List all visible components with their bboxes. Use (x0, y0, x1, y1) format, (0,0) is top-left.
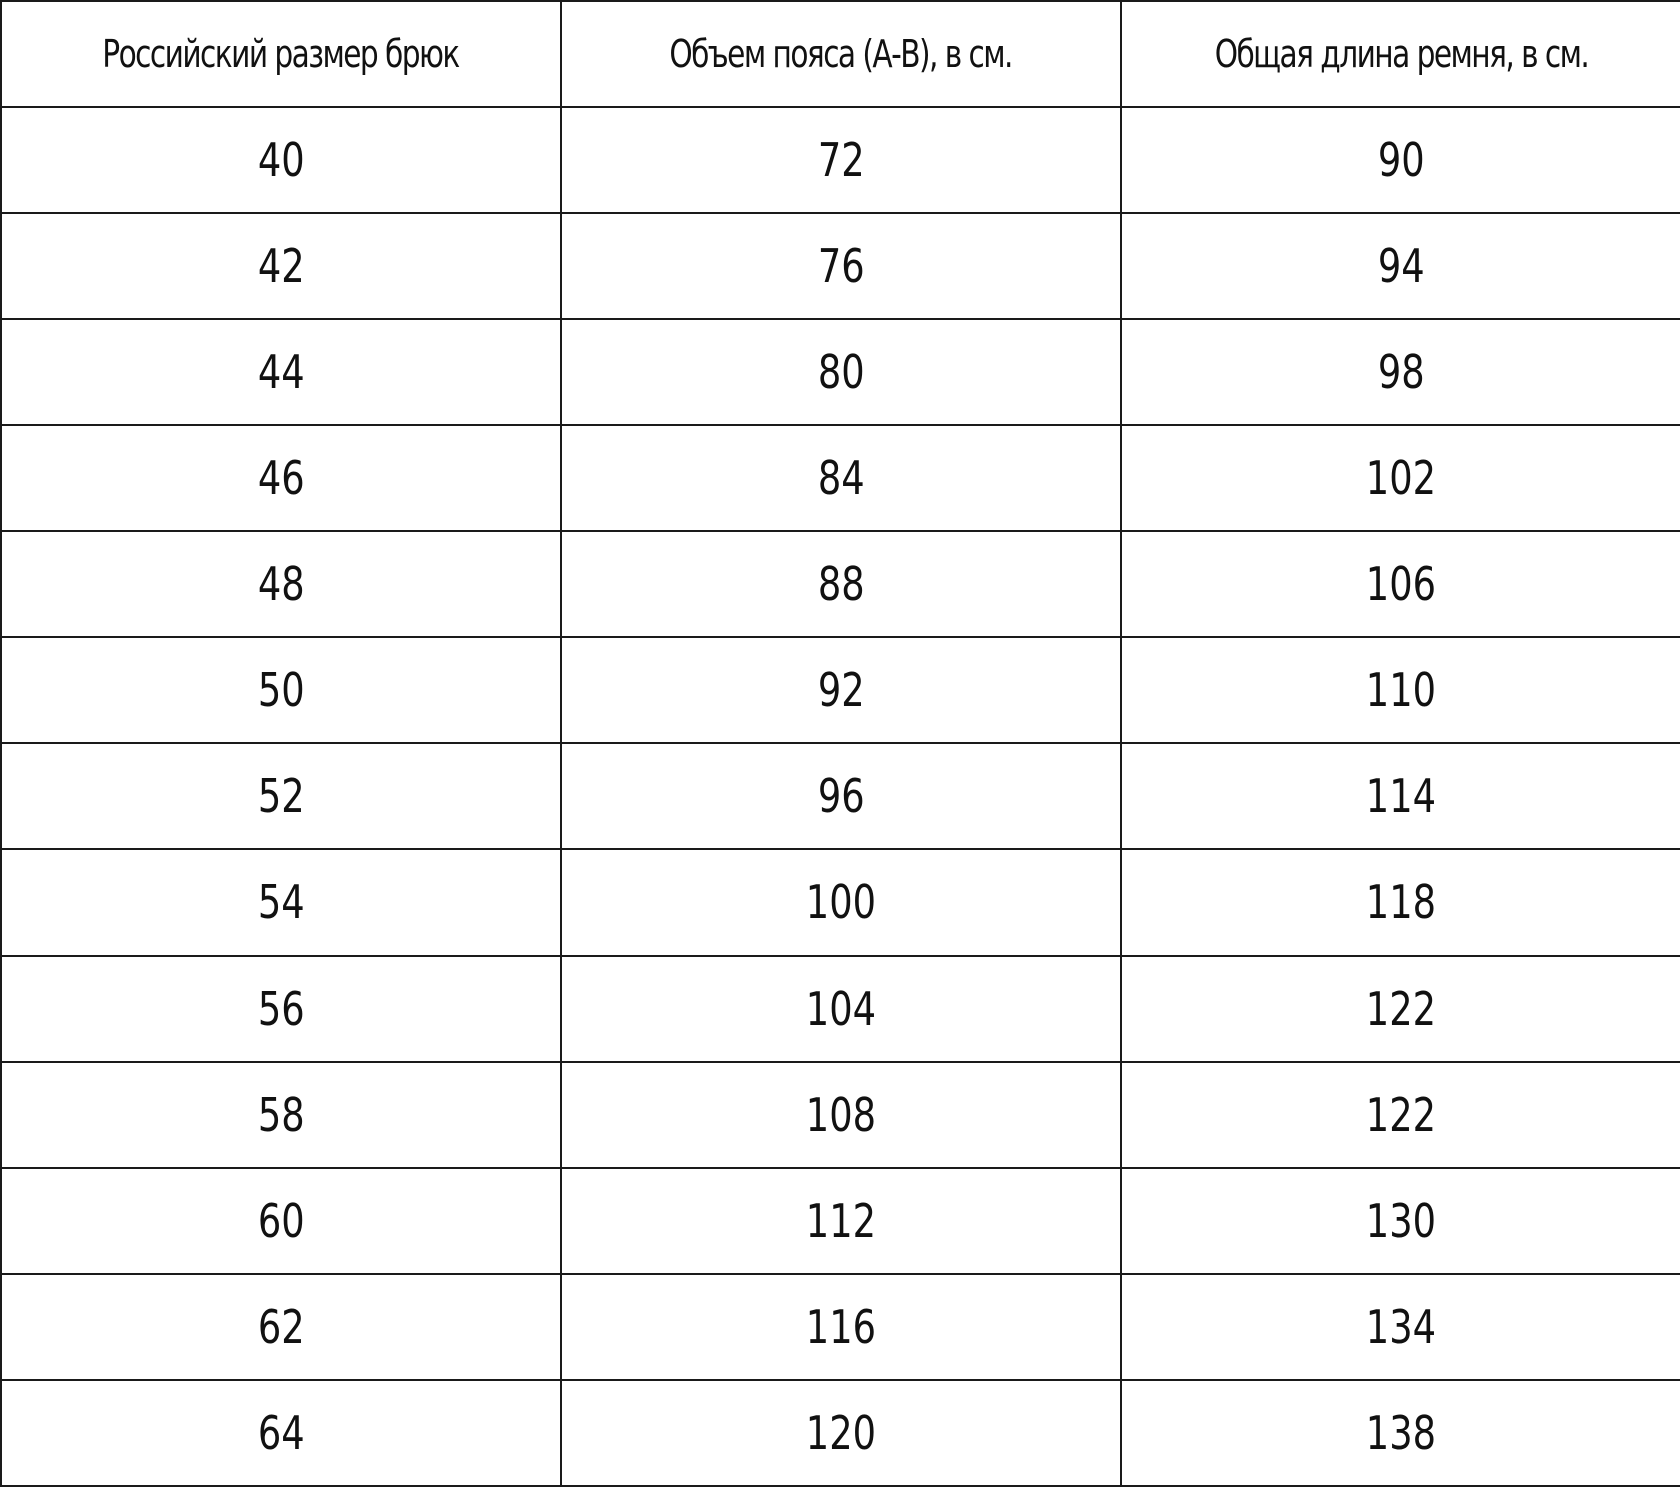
table-cell (1121, 849, 1680, 955)
table-row (1, 1168, 1680, 1274)
table-cell (1121, 425, 1680, 531)
table-row (1, 425, 1680, 531)
table-row (1, 849, 1680, 955)
cell-value: 122 (1365, 1087, 1437, 1142)
table-cell (1, 425, 561, 531)
table-cell (1121, 1168, 1680, 1274)
cell-value: 138 (1365, 1405, 1437, 1460)
table-cell (561, 637, 1121, 743)
table-row (1, 637, 1680, 743)
cell-value: 72 (817, 133, 865, 188)
cell-value: 54 (257, 875, 305, 930)
cell-value: 48 (257, 557, 305, 612)
cell-value: 80 (817, 345, 865, 400)
cell-value: 108 (805, 1087, 877, 1142)
cell-value: 60 (257, 1193, 305, 1248)
table-cell (1121, 1380, 1680, 1486)
table-cell (1, 849, 561, 955)
table-cell (1, 107, 561, 213)
table-cell (1121, 319, 1680, 425)
cell-value: 56 (257, 981, 305, 1036)
table-cell (561, 425, 1121, 531)
cell-value: 52 (257, 769, 305, 824)
table-cell (561, 1274, 1121, 1380)
table-cell (561, 319, 1121, 425)
cell-value: 46 (257, 451, 305, 506)
table-row (1, 107, 1680, 213)
table-cell (561, 1062, 1121, 1168)
table-cell (1, 319, 561, 425)
table-cell (561, 743, 1121, 849)
table-row (1, 319, 1680, 425)
table-cell (561, 1380, 1121, 1486)
table-cell (561, 1168, 1121, 1274)
cell-value: 62 (257, 1299, 305, 1354)
header-text: Общая длина ремня, в см. (1214, 32, 1588, 76)
table-cell (561, 849, 1121, 955)
table-row (1, 1062, 1680, 1168)
table-cell (1121, 107, 1680, 213)
table-cell (561, 531, 1121, 637)
cell-value: 102 (1365, 451, 1437, 506)
header-text: Объем пояса (А-В), в см. (669, 32, 1013, 76)
header-cell (1, 1, 561, 107)
table-row (1, 743, 1680, 849)
table-row (1, 1274, 1680, 1380)
header-cell (561, 1, 1121, 107)
cell-value: 76 (817, 239, 865, 294)
table-row (1, 531, 1680, 637)
cell-value: 84 (817, 451, 865, 506)
table-cell (1, 743, 561, 849)
cell-value: 98 (1377, 345, 1425, 400)
table-row (1, 1380, 1680, 1486)
cell-value: 110 (1365, 663, 1437, 718)
cell-value: 50 (257, 663, 305, 718)
table-cell (1121, 956, 1680, 1062)
cell-value: 118 (1365, 875, 1437, 930)
table-cell (1, 1062, 561, 1168)
table-cell (1, 1168, 561, 1274)
cell-value: 134 (1365, 1299, 1437, 1354)
cell-value: 104 (805, 981, 877, 1036)
cell-value: 64 (257, 1405, 305, 1460)
table-cell (561, 213, 1121, 319)
table-cell (1121, 531, 1680, 637)
cell-value: 112 (805, 1193, 877, 1248)
table-cell (1, 637, 561, 743)
table-cell (1, 531, 561, 637)
table-body (1, 107, 1680, 1486)
cell-value: 94 (1377, 239, 1425, 294)
cell-value: 40 (257, 133, 305, 188)
cell-value: 122 (1365, 981, 1437, 1036)
table-row (1, 213, 1680, 319)
cell-value: 114 (1365, 769, 1437, 824)
table-row (1, 956, 1680, 1062)
table-cell (1121, 1062, 1680, 1168)
cell-value: 106 (1365, 557, 1437, 612)
table-cell (561, 956, 1121, 1062)
table-cell (1121, 213, 1680, 319)
cell-value: 92 (817, 663, 865, 718)
cell-value: 120 (805, 1405, 877, 1460)
cell-value: 96 (817, 769, 865, 824)
cell-value: 116 (805, 1299, 877, 1354)
table-cell (561, 107, 1121, 213)
cell-value: 90 (1377, 133, 1425, 188)
table-cell (1, 956, 561, 1062)
cell-value: 88 (817, 557, 865, 612)
cell-value: 130 (1365, 1193, 1437, 1248)
cell-value: 58 (257, 1087, 305, 1142)
table-cell (1, 213, 561, 319)
header-row (1, 1, 1680, 107)
cell-value: 100 (805, 875, 877, 930)
table-cell (1121, 637, 1680, 743)
cell-value: 44 (257, 345, 305, 400)
table-cell (1, 1380, 561, 1486)
table-cell (1121, 743, 1680, 849)
header-cell (1121, 1, 1680, 107)
header-text: Российский размер брюк (102, 32, 460, 76)
table-cell (1, 1274, 561, 1380)
table-cell (1121, 1274, 1680, 1380)
cell-value: 42 (257, 239, 305, 294)
